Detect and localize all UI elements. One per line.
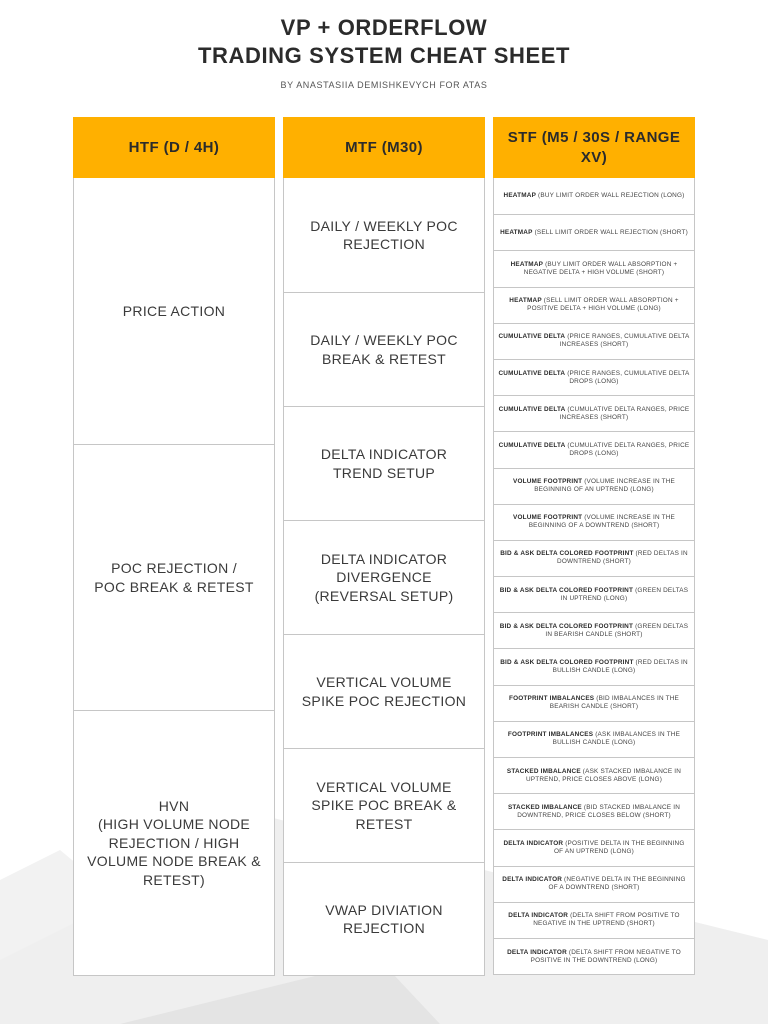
mtf-cell: DAILY / WEEKLY POC BREAK & RETEST [284, 292, 484, 406]
stf-cell-description: (SELL LIMIT ORDER WALL REJECTION (SHORT) [532, 228, 688, 236]
stf-cell-description: (CUMULATIVE DELTA RANGES, PRICE DROPS (LONG) [565, 441, 690, 457]
stf-cell [494, 468, 694, 504]
mtf-cell: VERTICAL VOLUME SPIKE POC BREAK & RETEST [284, 748, 484, 862]
stf-cell-title: DELTA INDICATOR [507, 948, 567, 956]
htf-cell: HVN (HIGH VOLUME NODE REJECTION / HIGH VOLUME NODE BREAK & RETEST) [74, 710, 274, 975]
stf-cell-title: CUMULATIVE DELTA [498, 369, 566, 377]
page-title-line-2: TRADING SYSTEM CHEAT SHEET [197, 43, 571, 68]
stf-cell-title: CUMULATIVE DELTA [498, 441, 566, 449]
htf-column [73, 117, 275, 976]
htf-column-header: HTF (D / 4H) [73, 117, 275, 178]
stf-cell [494, 648, 694, 684]
stf-cell-content [498, 876, 690, 892]
stf-cell-content [498, 949, 690, 965]
stf-cell [494, 214, 694, 250]
stf-cell-title: STACKED IMBALANCE [507, 803, 582, 811]
stf-cell-title: STACKED IMBALANCE [506, 767, 581, 775]
stf-cell-description: (POSITIVE DELTA IN THE BEGINNING OF AN UPTREND (LONG) [554, 839, 685, 855]
stf-cell-content [498, 912, 690, 928]
stf-column-body [493, 178, 695, 975]
stf-cell-title: HEATMAP [500, 228, 533, 236]
stf-cell-title: FOOTPRINT IMBALANCES [507, 731, 594, 739]
stf-cell-title: DELTA INDICATOR [503, 839, 564, 847]
stf-cell-description: (BID IMBALANCES IN THE BEARISH CANDLE (SHORT) [549, 695, 680, 711]
stf-cell-title: BID & ASK DELTA COLORED FOOTPRINT [499, 622, 634, 630]
stf-cell [494, 612, 694, 648]
stf-cell-content [498, 550, 690, 566]
stf-cell-content [498, 297, 690, 313]
stf-cell [494, 178, 694, 214]
stf-cell-content [498, 731, 690, 747]
stf-cell-title: VOLUME FOOTPRINT [513, 478, 583, 486]
stf-cell [494, 250, 694, 286]
stf-cell [494, 757, 694, 793]
htf-cell: PRICE ACTION [122, 302, 226, 319]
page-header [0, 14, 768, 90]
page-byline: BY ANASTASIIA DEMISHKEVYCH FOR ATAS [280, 80, 488, 90]
htf-column-body [73, 178, 275, 976]
stf-cell-title: DELTA INDICATOR [502, 876, 563, 884]
stf-cell-content [498, 840, 690, 856]
stf-cell-description: (RED DELTAS IN BULLISH CANDLE (LONG) [552, 659, 688, 675]
mtf-column-header: MTF (M30) [283, 117, 485, 178]
stf-cell [494, 685, 694, 721]
stf-cell-content [498, 587, 690, 603]
stf-cell-description: (ASK IMBALANCES IN THE BULLISH CANDLE (LONG) [552, 731, 681, 747]
stf-cell [494, 829, 694, 865]
stf-cell-content [498, 804, 690, 820]
stf-cell-title: BID & ASK DELTA COLORED FOOTPRINT [500, 550, 634, 558]
stf-cell-title: CUMULATIVE DELTA [498, 333, 566, 341]
stf-cell-content [498, 514, 690, 530]
stf-cell-description: (BUY LIMIT ORDER WALL REJECTION (LONG) [536, 192, 685, 200]
mtf-cell: VWAP DIVIATION REJECTION [284, 862, 484, 975]
stf-column [493, 117, 695, 975]
stf-cell-description: (VOLUME INCREASE IN THE BEGINNING OF A DOWNTREND (SHORT) [528, 514, 675, 530]
stf-cell [494, 866, 694, 902]
stf-cell-description: (PRICE RANGES, CUMULATIVE DELTA INCREASES (SHORT) [559, 333, 690, 349]
mtf-cell: DELTA INDICATOR TREND SETUP [284, 406, 484, 520]
stf-cell [494, 287, 694, 323]
page-title-line-1: VP + ORDERFLOW [280, 15, 488, 40]
stf-cell-content [498, 442, 690, 458]
stf-cell [494, 576, 694, 612]
stf-cell-content [504, 192, 685, 200]
stf-cell [494, 395, 694, 431]
stf-cell-description: (PRICE RANGES, CUMULATIVE DELTA DROPS (LONG) [565, 369, 690, 385]
stf-cell-title: FOOTPRINT IMBALANCES [508, 695, 595, 703]
stf-cell-description: (DELTA SHIFT FROM POSITIVE TO NEGATIVE IN THE UPTREND (SHORT) [533, 912, 680, 928]
stf-cell [494, 359, 694, 395]
stf-cell-title: VOLUME FOOTPRINT [513, 514, 583, 522]
stf-cell-content [500, 229, 688, 237]
stf-cell-title: HEATMAP [510, 260, 544, 268]
mtf-cell: DAILY / WEEKLY POC REJECTION [310, 217, 458, 252]
stf-cell-description: (DELTA SHIFT FROM NEGATIVE TO POSITIVE IN THE DOWNTREND (LONG) [530, 948, 681, 964]
stf-cell-title: HEATMAP [503, 192, 537, 200]
stf-cell [494, 323, 694, 359]
stf-cell-content [498, 659, 690, 675]
stf-cell-description: (CUMULATIVE DELTA RANGES, PRICE INCREASES (SHORT) [559, 405, 690, 421]
stf-cell [494, 540, 694, 576]
stf-column-header: STF (M5 / 30S / RANGE XV) [493, 117, 695, 178]
stf-cell-description: (GREEN DELTAS IN UPTREND (LONG) [560, 586, 689, 602]
stf-cell-description: (ASK STACKED IMBALANCE IN UPTREND, PRICE CLOSES ABOVE (LONG) [525, 767, 682, 783]
mtf-column [283, 117, 485, 976]
stf-cell-content [498, 768, 690, 784]
stf-cell-description: (GREEN DELTAS IN BEARISH CANDLE (SHORT) [545, 622, 689, 638]
stf-cell-content [498, 695, 690, 711]
stf-cell-title: BID & ASK DELTA COLORED FOOTPRINT [500, 659, 634, 667]
stf-cell [494, 902, 694, 938]
stf-cell [494, 793, 694, 829]
stf-cell-content [498, 406, 690, 422]
mtf-cell: DELTA INDICATOR DIVERGENCE (REVERSAL SETUP) [284, 520, 484, 634]
mtf-column-body [283, 178, 485, 976]
stf-cell-description: (NEGATIVE DELTA IN THE BEGINNING OF A DOWNTREND (SHORT) [548, 876, 686, 892]
stf-cell [494, 431, 694, 467]
stf-cell-content [498, 370, 690, 386]
stf-cell-title: DELTA INDICATOR [508, 912, 569, 920]
stf-cell-content [498, 478, 690, 494]
htf-cell: POC REJECTION / POC BREAK & RETEST [74, 444, 274, 710]
stf-cell-content [498, 623, 690, 639]
mtf-cell: VERTICAL VOLUME SPIKE POC REJECTION [284, 634, 484, 748]
stf-cell-title: BID & ASK DELTA COLORED FOOTPRINT [499, 586, 634, 594]
stf-cell-content [498, 333, 690, 349]
stf-cell-description: (BUY LIMIT ORDER WALL ABSORPTION + NEGATIVE DELTA + HIGH VOLUME (SHORT) [523, 260, 678, 276]
stf-cell-description: (VOLUME INCREASE IN THE BEGINNING OF AN UPTREND (LONG) [534, 478, 675, 494]
stf-cell [494, 504, 694, 540]
stf-cell-description: (RED DELTAS IN DOWNTREND (SHORT) [557, 550, 688, 566]
stf-cell [494, 938, 694, 974]
stf-cell-description: (BID STACKED IMBALANCE IN DOWNTREND, PRICE CLOSES BELOW (SHORT) [517, 803, 681, 819]
stf-cell-title: CUMULATIVE DELTA [498, 405, 566, 413]
stf-cell-content [498, 261, 690, 277]
stf-cell-description: (SELL LIMIT ORDER WALL ABSORPTION + POSITIVE DELTA + HIGH VOLUME (LONG) [527, 297, 679, 313]
stf-cell-title: HEATMAP [509, 297, 542, 305]
stf-cell [494, 721, 694, 757]
